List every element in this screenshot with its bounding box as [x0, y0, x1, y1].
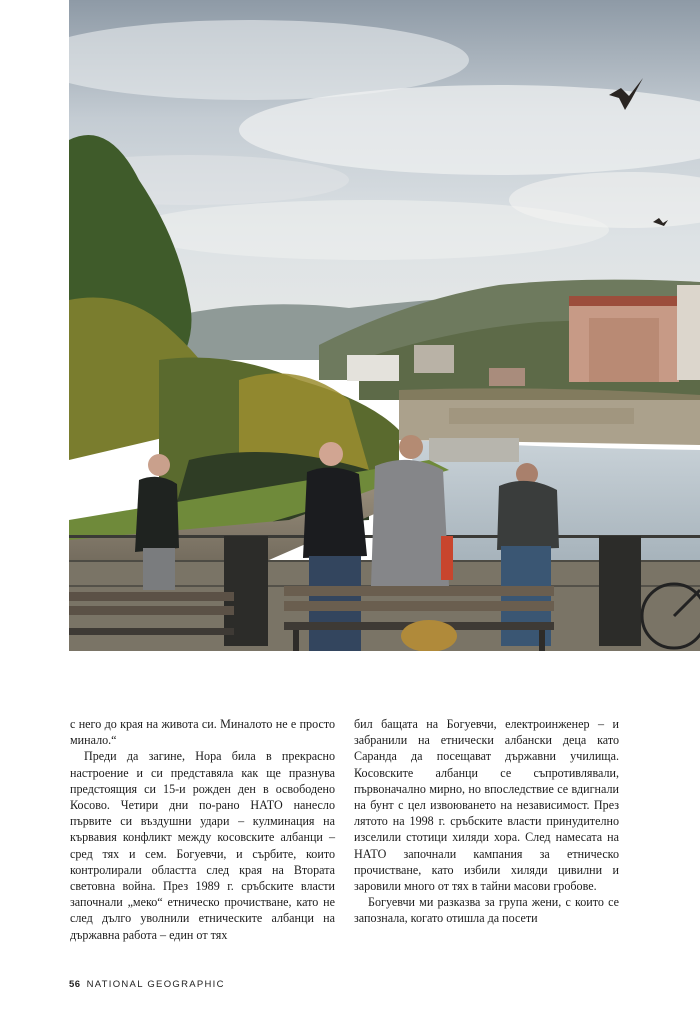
page-number: 56	[69, 979, 81, 990]
article-body	[70, 716, 626, 956]
paragraph: Богуевчи ми разказва за група жени, с които се запознала, когато отишла да посети	[354, 895, 619, 926]
page-footer	[69, 979, 225, 990]
magazine-name: NATIONAL GEOGRAPHIC	[86, 979, 225, 990]
text-column-left	[70, 716, 335, 943]
paragraph: бил бащата на Богуевчи, електроинженер – и забранили на етнически албански деца като Саранда да посещават държавни училища. Косовските албанци се съпротивлявали, първоначално мирно, но впоследствие се вдигнали на бунт с цел извоюването на независимост. През лятото на 1998 г. сръбските власти принудително изселили стотици хиляди хора. След намесата на НАТО започнали кампания за етническо прочистване, като избили хиляди цивилни и заровили много от тях в тайни масови гробове.	[354, 717, 619, 894]
text-column-right	[354, 716, 619, 927]
paragraph: Преди да загине, Нора била в прекрасно настроение и си представяла как ще празнува предстоящия си 15-и рожден ден в освободено Косово. Четири дни по-рано НАТО нанесло първите си въздушни удари – кулминация на кървавия конфликт между косовските албанци – сред тях и сем. Богуевчи, и сърбите, които контролирали областта след края на Втората световна война. През 1989 г. сръбските власти започнали „меко“ етническо прочистване, като не след дълго уволнили етническите албанци на държавна работа – един от тях	[70, 749, 335, 942]
paragraph: с него до края на живота си. Миналото не е просто минало.“	[70, 717, 335, 748]
article-photo	[69, 0, 700, 651]
